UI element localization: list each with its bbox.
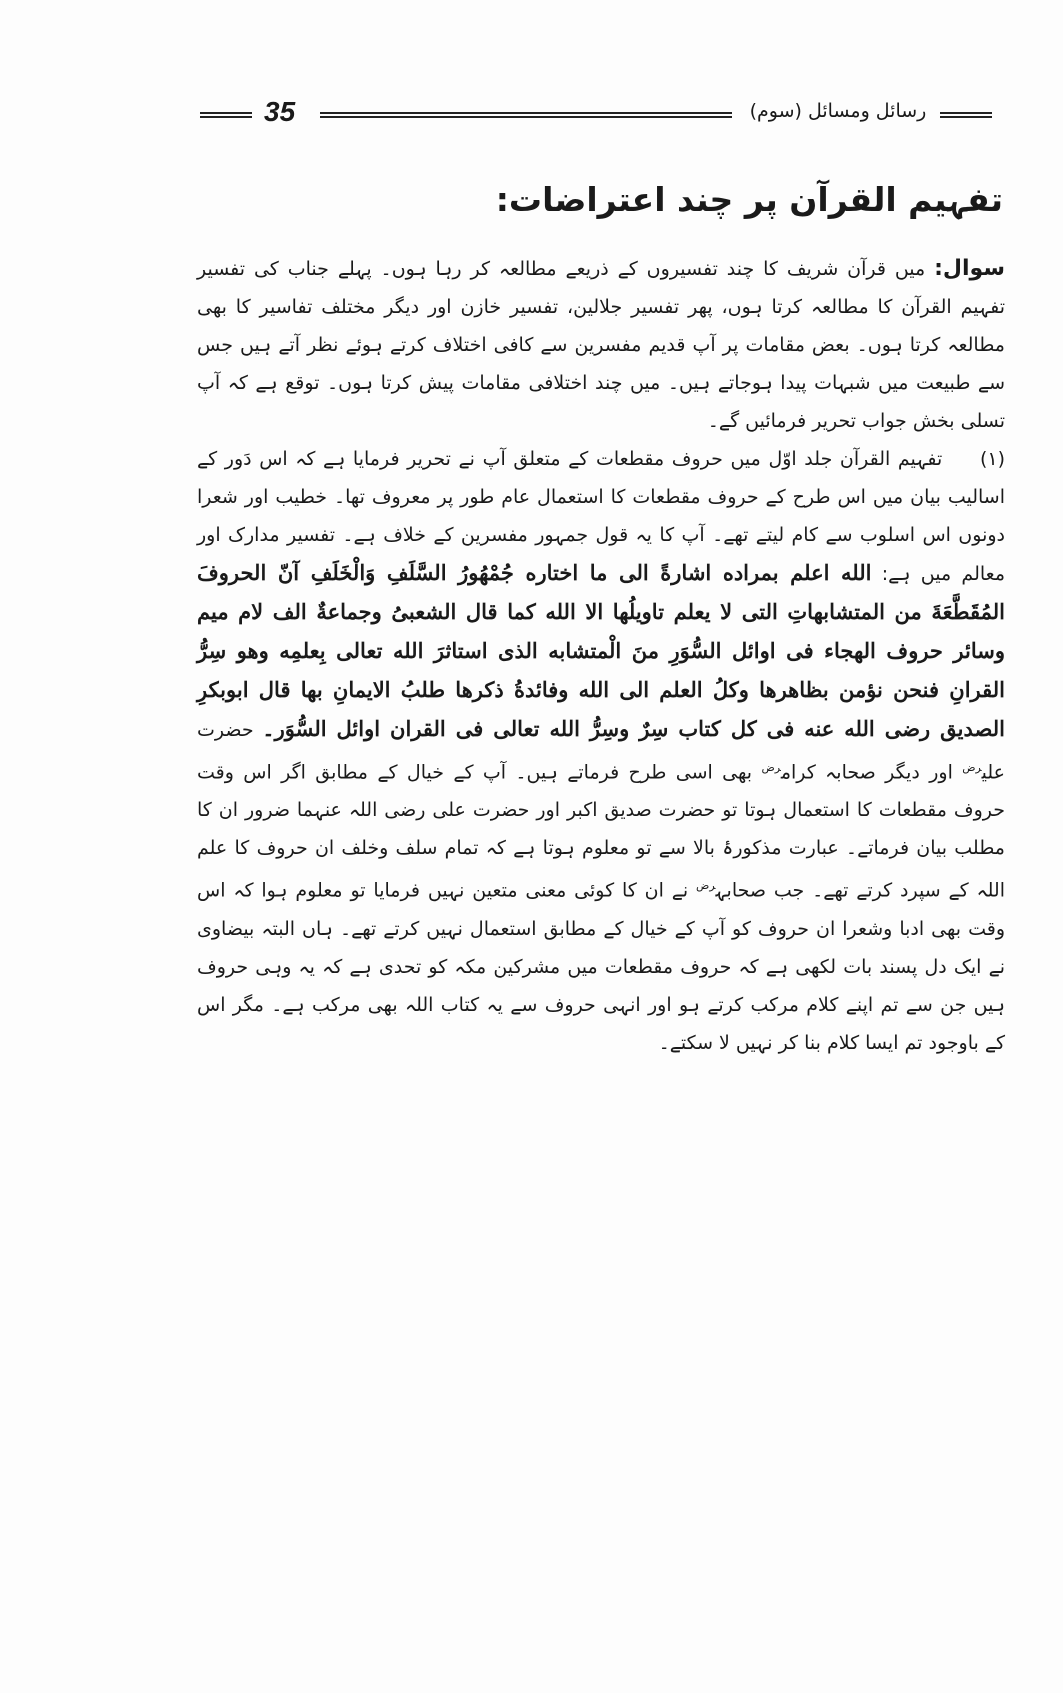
arabic-quote: الله اعلم بمراده اشارةً الى ما اختاره جُمْهُورُ السَّلَفِ وَالْخَلَفِ آنّ الحروفَ المُقَطَّعَةَ من المتشابهاتِ التى لا يعلم تاويلُها الا الله كما قال الشعبىُ وجماعةٌ الف لام ميم وسائر حروف الهجاء فى اوائل السُّوَرِ منَ الْمتشابه الذى استاثرَ الله تعالى بِعلمِه وهو سِرُّ القرانِ فنحن نؤمن بظاهرها وكلُ العلم الى الله وفائدةُ ذكرها طلبُ الايمانِ بها قال ابوبكرِ الصديق رضى الله عنه فى كل كتاب سِرٌ وسِرُّ الله تعالى فى القران اوائل السُّوَر۔	[197, 560, 1005, 741]
honorific-mark-2: رض	[761, 761, 781, 774]
point-1-text: تفہیم القرآن جلد اوّل میں حروف مقطعات کے متعلق آپ نے تحریر فرمایا ہے کہ اس دَور کے اسالیب بیان میں اس طرح کے حروف مقطعات کا استعمال عام طور پر معروف تھا۔ خطیب اور شعرا دونوں اس اسلوب سے کام لیتے تھے۔ آپ کا یہ قول جمہور مفسرین کے خلاف ہے۔ تفسیر مدارک اور معالم میں ہے:	[197, 448, 1005, 585]
point-1-text-2a: حضرت علی	[197, 719, 1005, 784]
section-heading: تفہیم القرآن پر چند اعتراضات:	[495, 180, 1003, 219]
header-rule-left	[200, 112, 252, 118]
header-rule-right	[940, 112, 992, 118]
question-text: میں قرآن شریف کا چند تفسیروں کے ذریعے مطالعہ کر رہا ہوں۔ پہلے جناب کی تفسیر تفہیم القرآن کا مطالعہ کرتا ہوں، پھر تفسیر جلالین، تفسیر خازن اور دیگر مختلف تفاسیر کا بھی مطالعہ کرتا ہوں۔ بعض مقامات پر آپ قدیم مفسرین سے کافی اختلاف کرتے ہوئے نظر آتے ہیں جس سے طبیعت میں شبہات پیدا ہوجاتے ہیں۔ میں چند اختلافی مقامات پیش کرتا ہوں۔ توقع ہے کہ آپ تسلی بخش جواب تحریر فرمائیں گے۔	[197, 258, 1005, 432]
question-label: سوال:	[934, 256, 1005, 281]
honorific-mark-3: رض	[696, 879, 716, 893]
header-rule-middle	[320, 112, 732, 118]
point-1-text-2c: بھی اسی طرح فرماتے ہیں۔ آپ کے خیال کے مطابق اگر اس وقت حروف مقطعات کا استعمال ہوتا تو حضرت صدیق اکبر اور حضرت علی رضی اللہ عنہما ضرور ان کا مطلب بیان فرماتے۔ عبارت مذکورۂ بالا سے تو معلوم ہوتا ہے کہ تمام سلف وخلف ان حروف کا علم اللہ کے سپرد کرتے تھے۔ جب صحابہ	[197, 761, 1005, 902]
book-title: رسائل ومسائل (سوم)	[749, 100, 927, 122]
question-paragraph	[197, 250, 1005, 440]
running-header	[200, 96, 1000, 136]
page-number: 35	[264, 96, 296, 127]
point-1-text-2d: نے ان کا کوئی معنی متعین نہیں فرمایا تو معلوم ہوا کہ اس وقت بھی ادبا وشعرا ان حروف کو آپ کے خیال کے مطابق استعمال نہیں کرتے تھے۔ ہاں البتہ بیضاوی نے ایک دل پسند بات لکھی ہے کہ حروف مقطعات میں مشرکین مکہ کو تحدی ہے کہ یہ وہی حروف ہیں جن سے تم اپنے کلام مرکب کرتے ہو اور انہی حروف سے یہ کتاب اللہ بھی مرکب ہے۔ مگر اس کے باوجود تم ایسا کلام بنا کر نہیں لا سکتے۔	[197, 879, 1005, 1054]
point-1-paragraph	[197, 440, 1005, 1062]
body-text	[197, 250, 1005, 1062]
point-1-label: (۱)	[979, 448, 1005, 470]
point-1-text-2b: اور دیگر صحابہ کرام	[780, 761, 953, 784]
honorific-mark: رض	[962, 761, 982, 774]
